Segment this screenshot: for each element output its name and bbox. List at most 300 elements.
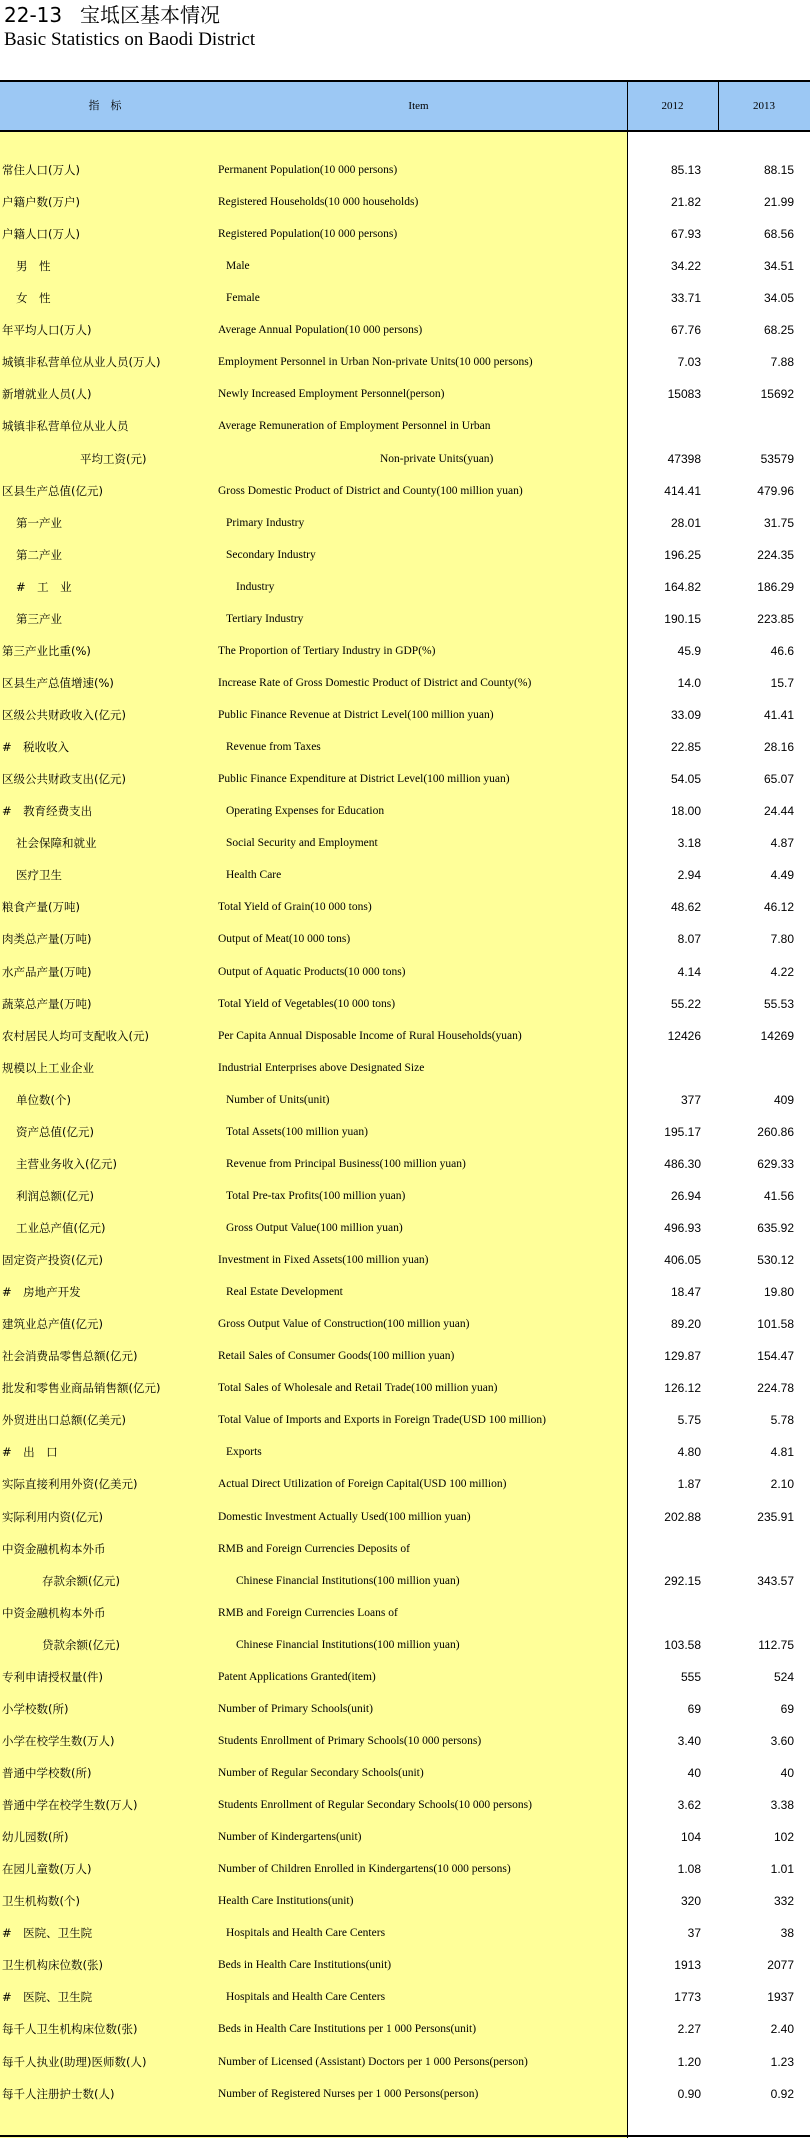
row-label-cn: 第三产业	[16, 611, 62, 626]
row-label-cn: # 房地产开发	[2, 1285, 81, 1300]
row-label-en: Employment Personnel in Urban Non-private Units(10 000 persons)	[218, 356, 533, 369]
value-2012: 320	[680, 1894, 701, 1909]
value-2013: 1.01	[770, 1862, 794, 1877]
table-row	[0, 507, 810, 539]
table-row	[0, 763, 810, 795]
row-label-en: Health Care	[226, 869, 282, 882]
row-label-cn: 每千人注册护士数(人)	[2, 2086, 115, 2101]
table-row	[0, 1821, 810, 1853]
table-row	[0, 1212, 810, 1244]
value-2012: 18.00	[670, 804, 701, 819]
row-label-cn: 小学校数(所)	[2, 1701, 69, 1716]
value-2013: 154.47	[757, 1349, 794, 1364]
row-label-en: Secondary Industry	[226, 548, 316, 561]
row-label-cn: 资产总值(亿元)	[16, 1124, 94, 1139]
table-row	[0, 1981, 810, 2013]
row-label-en: RMB and Foreign Currencies Deposits of	[218, 1542, 410, 1555]
row-label-cn: 区县生产总值(亿元)	[2, 483, 103, 498]
table-row	[0, 1404, 810, 1436]
row-label-cn: 实际直接利用外资(亿美元)	[2, 1477, 138, 1492]
table-row	[0, 1052, 810, 1084]
value-2012: 292.15	[664, 1573, 701, 1588]
value-2012: 196.25	[664, 547, 701, 562]
row-label-cn: 小学在校学生数(万人)	[2, 1733, 115, 1748]
value-2013	[724, 1597, 794, 1629]
value-2012: 69	[687, 1701, 701, 1716]
table-title-cn	[4, 2, 804, 28]
table-row	[0, 1180, 810, 1212]
table-row	[0, 2078, 810, 2110]
value-2012: 21.82	[670, 195, 701, 210]
table-row	[0, 475, 810, 507]
row-label-en: Number of Kindergartens(unit)	[218, 1831, 362, 1844]
row-label-en: Gross Domestic Product of District and County(100 million yuan)	[218, 484, 523, 497]
row-label-cn: 男 性	[16, 259, 51, 274]
table-row	[0, 346, 810, 378]
value-2012	[631, 410, 701, 442]
row-label-en: Total Assets(100 million yuan)	[226, 1125, 368, 1138]
row-label-en: RMB and Foreign Currencies Loans of	[218, 1606, 398, 1619]
table-row	[0, 891, 810, 923]
value-2012: 414.41	[664, 483, 701, 498]
row-label-en: Per Capita Annual Disposable Income of Rural Households(yuan)	[218, 1029, 522, 1042]
row-label-en: Students Enrollment of Primary Schools(10 000 persons)	[218, 1734, 482, 1747]
row-label-en: Chinese Financial Institutions(100 million yuan)	[236, 1574, 460, 1587]
value-2012: 18.47	[670, 1285, 701, 1300]
row-label-en: Health Care Institutions(unit)	[218, 1895, 354, 1908]
row-label-en: Investment in Fixed Assets(100 million yuan)	[218, 1254, 429, 1267]
table-row	[0, 667, 810, 699]
value-2013: 24.44	[763, 804, 794, 819]
header-item: Item	[408, 100, 429, 112]
table-row	[0, 1276, 810, 1308]
row-label-cn: # 教育经费支出	[2, 804, 93, 819]
table-row	[0, 1949, 810, 1981]
row-label-cn: 社会保障和就业	[16, 836, 97, 851]
row-label-en: Gross Output Value of Construction(100 million yuan)	[218, 1318, 470, 1331]
table-row	[0, 1020, 810, 1052]
row-label-cn: # 工 业	[16, 579, 72, 594]
value-2012: 2.27	[677, 2022, 701, 2037]
table-row	[0, 1372, 810, 1404]
table-row	[0, 1116, 810, 1148]
value-2012: 1773	[674, 1990, 701, 2005]
value-2012: 1913	[674, 1958, 701, 1973]
row-label-en: Female	[226, 292, 260, 305]
value-2013: 2.40	[770, 2022, 794, 2037]
row-label-en: Output of Meat(10 000 tons)	[218, 933, 351, 946]
row-label-en: Newly Increased Employment Personnel(person)	[218, 388, 445, 401]
value-2013: 28.16	[763, 740, 794, 755]
table-row	[0, 1084, 810, 1116]
table-row	[0, 1565, 810, 1597]
row-label-cn: 第二产业	[16, 547, 62, 562]
table-row	[0, 2013, 810, 2045]
row-label-cn: 中资金融机构本外币	[2, 1541, 106, 1556]
value-2013: 5.78	[770, 1413, 794, 1428]
row-label-en: Primary Industry	[226, 516, 305, 529]
row-label-cn: 在园儿童数(万人)	[2, 1862, 92, 1877]
value-2013: 0.92	[770, 2086, 794, 2101]
value-2012: 126.12	[664, 1381, 701, 1396]
row-label-en: Total Yield of Grain(10 000 tons)	[218, 901, 372, 914]
value-2012: 26.94	[670, 1188, 701, 1203]
value-2013: 15.7	[770, 675, 794, 690]
table-row	[0, 1725, 810, 1757]
table-row	[0, 282, 810, 314]
row-label-cn: 肉类总产量(万吨)	[2, 932, 92, 947]
value-2013: 55.53	[763, 996, 794, 1011]
row-label-cn: 年平均人口(万人)	[2, 323, 92, 338]
value-2012: 15083	[667, 387, 701, 402]
value-2013: 409	[773, 1092, 794, 1107]
row-label-en: Number of Registered Nurses per 1 000 Persons(person)	[218, 2087, 479, 2100]
value-2012	[631, 1052, 701, 1084]
table-header	[0, 80, 810, 132]
value-2013: 19.80	[763, 1285, 794, 1300]
row-label-en: Public Finance Expenditure at District Level(100 million yuan)	[218, 773, 510, 786]
table-row	[0, 539, 810, 571]
table-row	[0, 635, 810, 667]
table-row	[0, 1629, 810, 1661]
table-row	[0, 1597, 810, 1629]
value-2013: 112.75	[758, 1637, 794, 1652]
row-label-cn: 蔬菜总产量(万吨)	[2, 996, 92, 1011]
value-2013: 40	[780, 1766, 794, 1780]
row-label-en: Number of Regular Secondary Schools(unit)	[218, 1767, 424, 1779]
row-label-cn: 区县生产总值增速(%)	[2, 675, 114, 690]
table-row	[0, 827, 810, 859]
value-2012: 103.58	[664, 1637, 701, 1652]
value-2012: 89.20	[670, 1317, 701, 1332]
row-label-cn: 建筑业总产值(亿元)	[2, 1317, 103, 1332]
value-2013: 31.75	[763, 515, 794, 530]
value-2013: 68.56	[763, 227, 794, 242]
value-2012: 3.18	[677, 836, 701, 851]
value-2013: 38	[780, 1926, 794, 1941]
value-2013: 343.57	[757, 1573, 794, 1588]
value-2012: 129.87	[664, 1349, 701, 1364]
row-label-en: Domestic Investment Actually Used(100 million yuan)	[218, 1510, 471, 1523]
value-2012: 2.94	[677, 868, 701, 883]
value-2012: 104	[680, 1830, 701, 1845]
row-label-en: The Proportion of Tertiary Industry in GDP(%)	[218, 644, 436, 657]
value-2012: 486.30	[664, 1156, 701, 1171]
table-row	[0, 378, 810, 410]
table-row	[0, 186, 810, 218]
row-label-cn: 户籍人口(万人)	[2, 227, 80, 242]
row-label-cn: 工业总产值(亿元)	[16, 1220, 106, 1235]
value-2012: 3.62	[677, 1798, 701, 1813]
value-2013: 41.56	[763, 1188, 794, 1203]
value-2013: 3.38	[770, 1798, 794, 1813]
value-2013: 68.25	[763, 323, 794, 338]
value-2012: 4.80	[677, 1445, 701, 1460]
value-2012: 85.13	[670, 163, 701, 177]
row-label-en: Hospitals and Health Care Centers	[226, 1991, 386, 2004]
row-label-cn: 实际利用内资(亿元)	[2, 1509, 103, 1524]
row-label-cn: 粮食产量(万吨)	[2, 900, 80, 915]
value-2012: 1.87	[677, 1477, 701, 1492]
header-indicator: 指 标	[88, 100, 122, 112]
value-2013: 1.23	[770, 2054, 794, 2069]
table-body	[0, 132, 810, 2138]
row-label-cn: 卫生机构数(个)	[2, 1894, 80, 1909]
column-divider-2	[718, 80, 719, 132]
row-label-en: Permanent Population(10 000 persons)	[218, 164, 398, 176]
row-label-cn: 普通中学在校学生数(万人)	[2, 1798, 138, 1813]
table-row	[0, 1853, 810, 1885]
statistics-table	[0, 80, 810, 2138]
value-2012: 555	[680, 1669, 701, 1684]
value-2012: 1.20	[677, 2054, 701, 2069]
value-2013: 34.05	[763, 291, 794, 306]
row-label-en: Number of Children Enrolled in Kindergartens(10 000 persons)	[218, 1863, 511, 1876]
row-label-cn: # 医院、卫生院	[2, 1926, 93, 1941]
row-label-cn: 外贸进出口总额(亿美元)	[2, 1413, 126, 1428]
table-row	[0, 1501, 810, 1533]
value-2013: 235.91	[757, 1509, 794, 1524]
row-label-en: Beds in Health Care Institutions per 1 000 Persons(unit)	[218, 2023, 477, 2036]
table-row	[0, 410, 810, 442]
table-row	[0, 923, 810, 955]
row-label-en: Social Security and Employment	[226, 837, 378, 850]
value-2012: 14.0	[677, 675, 701, 690]
row-label-cn: 单位数(个)	[16, 1092, 71, 1107]
value-2013: 21.99	[763, 195, 794, 210]
table-row	[0, 699, 810, 731]
table-number: 22-13	[4, 3, 63, 27]
value-2013: 4.87	[770, 836, 794, 851]
table-row	[0, 218, 810, 250]
value-2012: 55.22	[670, 996, 701, 1011]
value-2012: 40	[687, 1766, 701, 1780]
row-label-cn: 专利申请授权量(件)	[2, 1669, 103, 1684]
row-label-cn: 社会消费品零售总额(亿元)	[2, 1349, 138, 1364]
table-row	[0, 1693, 810, 1725]
table-title-en: Basic Statistics on Baodi District	[4, 29, 256, 50]
value-2012: 28.01	[670, 515, 701, 530]
table-row	[0, 988, 810, 1020]
table-row	[0, 731, 810, 763]
value-2013: 224.35	[757, 547, 794, 562]
value-2012: 377	[680, 1092, 701, 1107]
row-label-cn: 规模以上工业企业	[2, 1060, 94, 1075]
row-label-cn: 常住人口(万人)	[2, 163, 80, 177]
value-2012	[631, 1597, 701, 1629]
value-2013: 3.60	[770, 1733, 794, 1748]
table-row	[0, 1436, 810, 1468]
value-2013: 14269	[760, 1028, 794, 1043]
table-row	[0, 2046, 810, 2078]
row-label-cn: 城镇非私营单位从业人员	[2, 419, 129, 434]
value-2013: 65.07	[763, 772, 794, 787]
value-2013: 2077	[767, 1958, 794, 1973]
value-2013: 186.29	[757, 579, 794, 594]
row-label-en: Students Enrollment of Regular Secondary Schools(10 000 persons)	[218, 1799, 532, 1812]
value-2012: 164.82	[664, 579, 701, 594]
row-label-en: Non-private Units(yuan)	[380, 452, 494, 465]
row-label-cn: 中资金融机构本外币	[2, 1605, 106, 1620]
value-2012: 33.71	[670, 291, 701, 306]
row-label-en: Exports	[226, 1446, 262, 1459]
value-2013: 41.41	[763, 708, 794, 723]
table-row	[0, 1533, 810, 1565]
value-2012: 0.90	[677, 2086, 701, 2101]
row-label-en: Male	[226, 260, 250, 273]
row-label-en: Registered Population(10 000 persons)	[218, 228, 398, 241]
row-label-en: Output of Aquatic Products(10 000 tons)	[218, 965, 406, 978]
row-label-en: Average Remuneration of Employment Personnel in Urban	[218, 420, 491, 433]
value-2012: 12426	[667, 1028, 701, 1043]
table-row	[0, 250, 810, 282]
table-row	[0, 795, 810, 827]
table-row	[0, 443, 810, 475]
row-label-cn: 第一产业	[16, 515, 62, 530]
row-label-en: Patent Applications Granted(item)	[218, 1670, 376, 1683]
value-2013: 224.78	[757, 1381, 794, 1396]
row-label-en: Industrial Enterprises above Designated Size	[218, 1061, 425, 1074]
row-label-cn: # 出 口	[2, 1445, 58, 1460]
row-label-cn: 城镇非私营单位从业人员(万人)	[2, 355, 161, 370]
row-label-cn: 水产品产量(万吨)	[2, 964, 92, 979]
value-2012: 37	[687, 1926, 701, 1941]
table-row	[0, 1885, 810, 1917]
table-row	[0, 1340, 810, 1372]
row-label-cn: 普通中学校数(所)	[2, 1766, 92, 1780]
value-2012: 48.62	[670, 900, 701, 915]
row-label-en: Number of Primary Schools(unit)	[218, 1702, 373, 1715]
value-2013: 332	[773, 1894, 794, 1909]
value-2012: 406.05	[664, 1253, 701, 1268]
value-2013: 101.58	[757, 1317, 794, 1332]
row-label-cn: 第三产业比重(%)	[2, 643, 91, 658]
row-label-cn: 幼儿园数(所)	[2, 1830, 69, 1845]
row-label-en: Hospitals and Health Care Centers	[226, 1927, 386, 1940]
table-row	[0, 1148, 810, 1180]
table-row	[0, 1917, 810, 1949]
row-label-en: Operating Expenses for Education	[226, 805, 385, 818]
row-label-cn: 医疗卫生	[16, 868, 62, 883]
row-label-en: Retail Sales of Consumer Goods(100 million yuan)	[218, 1350, 455, 1363]
row-label-en: Chinese Financial Institutions(100 million yuan)	[236, 1638, 460, 1651]
table-bottom-rule	[0, 2135, 810, 2137]
value-2013	[724, 410, 794, 442]
value-2013	[724, 1533, 794, 1565]
value-2013: 46.6	[770, 643, 794, 658]
row-label-en: Total Value of Imports and Exports in Foreign Trade(USD 100 million)	[218, 1414, 546, 1427]
value-2013: 34.51	[763, 259, 794, 274]
row-label-en: Public Finance Revenue at District Level(100 million yuan)	[218, 709, 494, 722]
title-block	[4, 2, 804, 52]
row-label-cn: 固定资产投资(亿元)	[2, 1253, 103, 1268]
row-label-en: Number of Licensed (Assistant) Doctors per 1 000 Persons(person)	[218, 2055, 528, 2068]
row-label-cn: # 税收收入	[2, 740, 70, 755]
row-label-cn: 农村居民人均可支配收入(元)	[2, 1028, 149, 1043]
row-label-cn: 卫生机构床位数(张)	[2, 1958, 103, 1973]
value-2012: 34.22	[670, 259, 701, 274]
value-2012: 67.76	[670, 323, 701, 338]
table-row	[0, 956, 810, 988]
table-row	[0, 154, 810, 186]
row-label-cn: 平均工资(元)	[80, 451, 147, 466]
value-2012: 190.15	[664, 611, 701, 626]
table-row	[0, 1468, 810, 1500]
row-label-cn: 每千人执业(助理)医师数(人)	[2, 2054, 147, 2069]
value-2013: 7.80	[770, 932, 794, 947]
value-2013: 629.33	[757, 1156, 794, 1171]
row-label-en: Total Pre-tax Profits(100 million yuan)	[226, 1189, 406, 1202]
value-2013: 7.88	[770, 355, 794, 370]
row-label-en: Registered Households(10 000 households)	[218, 196, 419, 209]
table-title-cn-text: 宝坻区基本情况	[80, 3, 220, 27]
row-label-cn: 区级公共财政支出(亿元)	[2, 772, 126, 787]
row-label-cn: 每千人卫生机构床位数(张)	[2, 2022, 138, 2037]
value-2012: 7.03	[677, 355, 701, 370]
value-2013: 102	[773, 1830, 794, 1845]
row-label-en: Revenue from Principal Business(100 million yuan)	[226, 1157, 466, 1170]
row-label-cn: 女 性	[16, 291, 51, 306]
value-2013: 530.12	[757, 1253, 794, 1268]
value-2013: 4.22	[770, 964, 794, 979]
table-row	[0, 571, 810, 603]
value-2012: 3.40	[677, 1733, 701, 1748]
value-2012: 45.9	[677, 643, 701, 658]
table-row	[0, 314, 810, 346]
table-row	[0, 1789, 810, 1821]
row-label-en: Revenue from Taxes	[226, 741, 321, 754]
value-2013: 4.49	[770, 868, 794, 883]
value-2012: 47398	[667, 451, 701, 466]
table-row	[0, 1244, 810, 1276]
value-2012: 4.14	[677, 964, 701, 979]
table-row	[0, 1308, 810, 1340]
value-2013: 260.86	[757, 1124, 794, 1139]
row-label-cn: 户籍户数(万户)	[2, 195, 80, 210]
table-row	[0, 1661, 810, 1693]
row-label-en: Total Yield of Vegetables(10 000 tons)	[218, 997, 396, 1010]
value-2013: 635.92	[757, 1220, 794, 1235]
row-label-cn: 区级公共财政收入(亿元)	[2, 708, 126, 723]
value-2013: 4.81	[770, 1445, 794, 1460]
table-row	[0, 1757, 810, 1789]
row-label-cn: 主营业务收入(亿元)	[16, 1156, 117, 1171]
value-2013: 1937	[767, 1990, 794, 2005]
row-label-en: Gross Output Value(100 million yuan)	[226, 1221, 403, 1234]
row-label-cn: 贷款余额(亿元)	[42, 1637, 120, 1652]
value-2012: 1.08	[677, 1862, 701, 1877]
value-2012: 195.17	[664, 1124, 701, 1139]
row-label-cn: 存款余额(亿元)	[42, 1573, 120, 1588]
value-2013: 46.12	[763, 900, 794, 915]
header-year-2012: 2012	[661, 100, 684, 112]
value-2013: 479.96	[757, 483, 794, 498]
row-label-en: Number of Units(unit)	[226, 1093, 330, 1106]
row-label-cn: 新增就业人员(人)	[2, 387, 92, 402]
row-label-en: Industry	[236, 580, 275, 593]
row-label-en: Total Sales of Wholesale and Retail Trade(100 million yuan)	[218, 1382, 498, 1395]
value-2012: 202.88	[664, 1509, 701, 1524]
value-2012: 54.05	[670, 772, 701, 787]
row-label-cn: 利润总额(亿元)	[16, 1188, 94, 1203]
value-2013: 223.85	[757, 611, 794, 626]
row-label-en: Real Estate Development	[226, 1286, 343, 1299]
value-2013: 2.10	[770, 1477, 794, 1492]
value-2012	[631, 1533, 701, 1565]
header-year-2013: 2013	[753, 100, 775, 112]
value-2013	[724, 1052, 794, 1084]
value-2012: 22.85	[670, 740, 701, 755]
